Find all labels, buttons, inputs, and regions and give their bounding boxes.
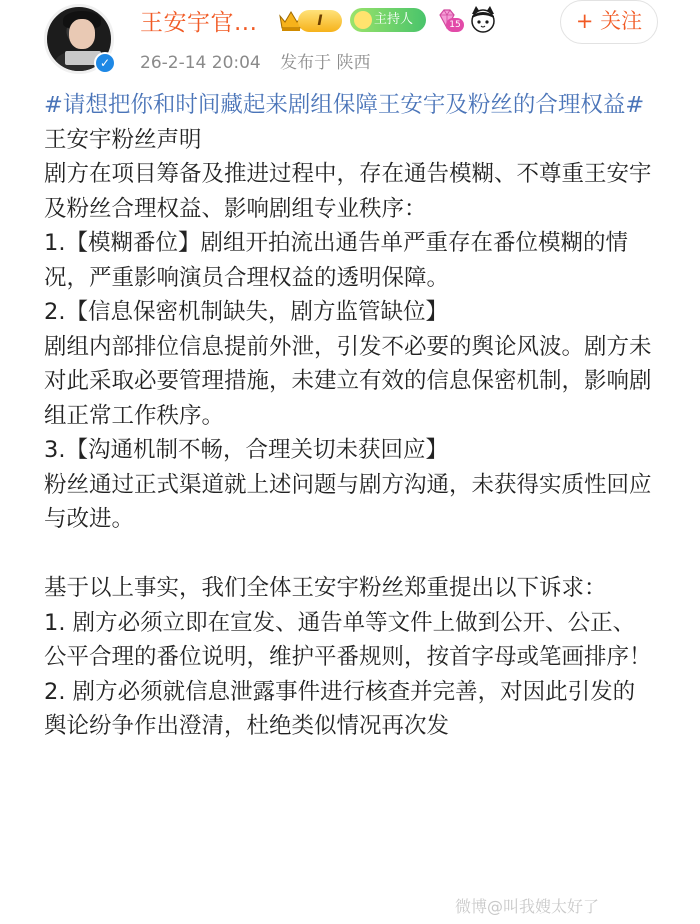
post-timestamp: 26-2-14 20:04 — [140, 53, 261, 73]
level-badge[interactable] — [278, 6, 344, 34]
demands-intro: 基于以上事实，我们全体王安宇粉丝郑重提出以下诉求： — [44, 575, 607, 601]
verified-icon: ✓ — [94, 52, 116, 74]
cat-avatar-drawing — [468, 4, 498, 34]
paragraph: 剧方在项目筹备及推进过程中，存在通告模糊、不尊重王安宇及粉丝合理权益、影响剧组专业秩序： — [44, 161, 652, 222]
host-badge[interactable] — [350, 8, 426, 32]
watermark: 微博@叫我嫂太好了 — [455, 897, 600, 916]
gem-badge[interactable] — [434, 6, 462, 34]
cat-avatar-icon[interactable] — [468, 4, 498, 34]
level-badge-text: I — [298, 10, 342, 32]
point-3-heading: 3.【沟通机制不畅，合理关切未获回应】 — [44, 437, 448, 463]
point-2-heading: 2.【信息保密机制缺失，剧方监管缺位】 — [44, 299, 448, 325]
post-header — [0, 0, 700, 86]
post-meta — [140, 48, 385, 73]
paragraph: 剧组内部排位信息提前外泄，引发不必要的舆论风波。剧方未对此采取必要管理措施，未建立有效的信息保密机制，影响剧组正常工作秩序。 — [44, 333, 652, 429]
statement-title: 王安宇粉丝声明 — [44, 126, 202, 153]
demand-2: 2. 剧方必须就信息泄露事件进行核查并完善，对因此引发的舆论纷争作出澄清，杜绝类似情况再次发 — [44, 678, 636, 739]
blank-line — [44, 537, 656, 572]
topic-hashtag[interactable]: #请想把你和时间藏起来剧组保障王安宇及粉丝的合理权益# — [44, 92, 645, 118]
post-location: 发布于 陕西 — [280, 53, 371, 73]
paragraph: 粉丝通过正式渠道就上述问题与剧方沟通，未获得实质性回应与改进。 — [44, 471, 652, 532]
host-badge-label: 主持人 — [374, 12, 414, 27]
author-name[interactable]: 王安宇官... — [140, 10, 258, 36]
point-1-heading: 1.【模糊番位】剧组开拍流出通告单严重存在番位模糊的情况，严重影响演员合理权益的透明保障。 — [44, 230, 628, 291]
demand-1: 1. 剧方必须立即在宣发、通告单等文件上做到公开、公正、公平合理的番位说明，维护平番规则，按首字母或笔画排序！ — [44, 609, 652, 670]
gem-badge-count: 15 — [446, 18, 464, 32]
post-body — [44, 88, 656, 744]
avatar-face — [69, 19, 95, 49]
follow-button[interactable]: + 关注 — [560, 0, 658, 44]
microphone-icon — [354, 11, 372, 29]
